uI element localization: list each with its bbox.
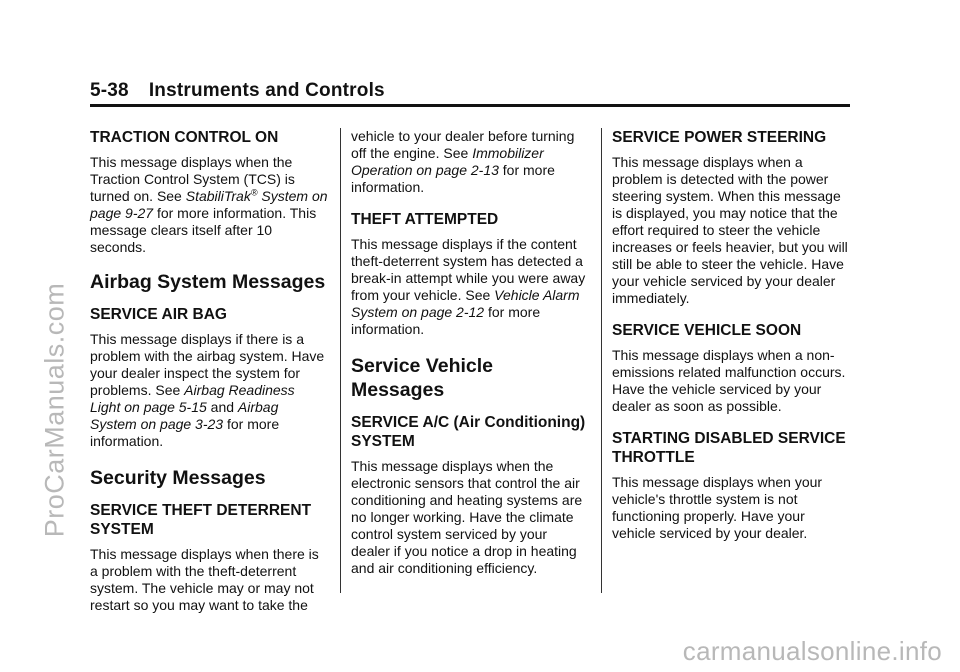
column-divider-2 xyxy=(601,128,602,593)
service-power-steering-text: This message displays when a problem is detected with the power steering system. When this message is displayed, you may notice that the effort required to steer the vehicle increases or feels heavier, but you will still be able to steer the vehicle. Have your vehicle serviced by your dealer immediately. xyxy=(612,154,848,306)
airbag-readiness-link: Airbag Readiness Light on page 5-15 xyxy=(90,382,295,415)
service-theft-deterrent-heading: SERVICE THEFT DETERRENT SYSTEM xyxy=(90,502,312,538)
theft-deterrent-continued-text xyxy=(351,128,589,196)
service-vehicle-soon-heading: SERVICE VEHICLE SOON xyxy=(612,322,802,339)
attempted-text-a: This message displays if the content theft-deterrent system has detected a break-in attempt while you were away from your vehicle. See xyxy=(351,236,586,303)
service-air-bag-heading: SERVICE AIR BAG xyxy=(90,306,227,323)
airbag-section-title: Airbag System Messages xyxy=(90,271,326,293)
column-divider-1 xyxy=(340,128,341,593)
stabilitrak-link-b: System on page 9-27 xyxy=(90,188,328,221)
column-1 xyxy=(90,128,328,614)
theft-cont-text-a: vehicle to your dealer before turning off the engine. See xyxy=(351,128,575,161)
starting-disabled-text: This message displays when your vehicle's throttle system is not functioning properly. Have your vehicle serviced by your dealer. xyxy=(612,474,823,541)
theft-attempted-text xyxy=(351,236,589,338)
theft-cont-text-b: for more information. xyxy=(351,162,555,195)
chapter-title: Instruments and Controls xyxy=(148,80,385,101)
service-theft-deterrent-text: This message displays when there is a problem with the theft-deterrent system. The vehicle may or may not restart so you may want to take the xyxy=(90,546,319,613)
service-ac-text: This message displays when the electronic sensors that control the air conditioning and heating systems are no longer working. Have the climate control system serviced by your dealer if you notice a drop in heating and air conditioning efficiency. xyxy=(351,458,583,576)
security-section-title: Security Messages xyxy=(90,467,266,489)
traction-text-a: This message displays when the Traction Control System (TCS) is turned on. See xyxy=(90,154,295,204)
stabilitrak-link-a: StabiliTrak xyxy=(185,188,251,204)
airbag-text-and: and xyxy=(206,399,238,415)
airbag-text-b: for more information. xyxy=(90,416,280,449)
immobilizer-link: Immobilizer Operation on page 2-13 xyxy=(351,145,544,178)
watermark-bottom: carmanualsonline.info xyxy=(682,636,942,666)
column-2 xyxy=(351,128,589,577)
attempted-text-b: for more information. xyxy=(351,304,541,337)
vehicle-alarm-link: Vehicle Alarm System on page 2-12 xyxy=(351,287,580,320)
traction-control-heading: TRACTION CONTROL ON xyxy=(90,129,279,146)
starting-disabled-heading: STARTING DISABLED SERVICE THROTTLE xyxy=(612,430,846,466)
page-header xyxy=(90,80,850,102)
page-number: 5-38 xyxy=(90,80,129,101)
traction-control-text xyxy=(90,154,328,256)
traction-text-b: for more information. This message clears itself after 10 seconds. xyxy=(90,205,317,255)
service-vehicle-soon-text: This message displays when a non-emissions related malfunction occurs. Have the vehicle serviced by your dealer as soon as possible. xyxy=(612,347,846,414)
header-rule xyxy=(90,104,850,107)
service-ac-heading: SERVICE A/C (Air Conditioning) SYSTEM xyxy=(351,414,586,450)
service-air-bag-text xyxy=(90,331,328,450)
watermark-left-text: ProCarManuals.com xyxy=(39,282,70,538)
column-3 xyxy=(612,128,850,542)
service-vehicle-section-title: Service Vehicle Messages xyxy=(351,355,494,401)
theft-attempted-heading: THEFT ATTEMPTED xyxy=(351,211,499,228)
header-title-line xyxy=(90,80,850,102)
airbag-system-link: Airbag System on page 3-23 xyxy=(90,399,279,432)
registered-mark: ® xyxy=(250,187,258,198)
service-power-steering-heading: SERVICE POWER STEERING xyxy=(612,129,827,146)
airbag-text-a: This message displays if there is a problem with the airbag system. Have your dealer inspect the system for problems. See xyxy=(90,331,325,398)
